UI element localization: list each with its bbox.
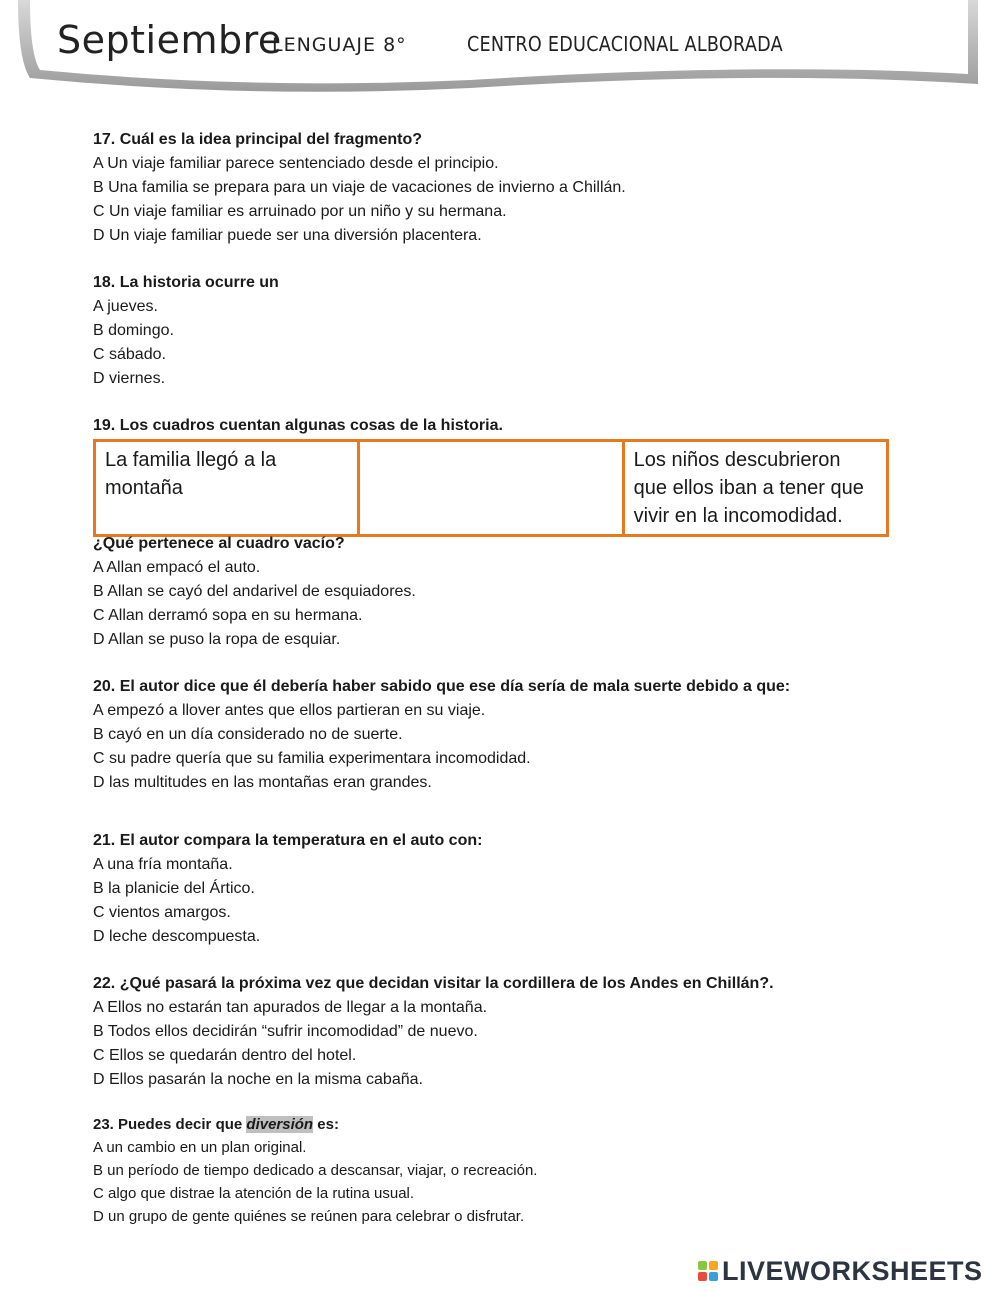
header-subject: LENGUAJE 8° xyxy=(272,34,407,56)
question-title-suffix: es: xyxy=(313,1116,339,1133)
answer-option[interactable]: C algo que distrae la atención de la rutina usual. xyxy=(93,1185,415,1202)
logo-square-l xyxy=(698,1261,707,1270)
logo-square-i xyxy=(709,1261,718,1270)
question-title: 20. El autor dice que él debería haber sabido que ese día sería de mala suerte debido a que: xyxy=(93,678,791,695)
story-box-1: La familia llegó a la montaña xyxy=(95,441,359,536)
question-22 xyxy=(93,972,913,1092)
answer-option[interactable]: C Allan derramó sopa en su hermana. xyxy=(93,607,363,624)
story-box-empty xyxy=(359,441,623,536)
answer-option[interactable]: B Todos ellos decidirán “sufrir incomodidad” de nuevo. xyxy=(93,1023,478,1040)
question-19 xyxy=(93,532,913,652)
answer-option[interactable]: C Ellos se quedarán dentro del hotel. xyxy=(93,1047,357,1064)
answer-option[interactable]: A una fría montaña. xyxy=(93,856,233,873)
liveworksheets-logo-icon xyxy=(698,1261,718,1281)
question-17 xyxy=(93,128,913,248)
question-19-title xyxy=(93,414,913,438)
answer-option[interactable]: D Allan se puso la ropa de esquiar. xyxy=(93,631,341,648)
answer-option[interactable]: C vientos amargos. xyxy=(93,904,231,921)
answer-option[interactable]: D las multitudes en las montañas eran grandes. xyxy=(93,774,432,791)
highlighted-word: diversión xyxy=(246,1116,314,1133)
header-school: CENTRO EDUCACIONAL ALBORADA xyxy=(467,32,783,56)
question-title: 18. La historia ocurre un xyxy=(93,274,279,291)
answer-option[interactable]: B cayó en un día considerado no de suerte. xyxy=(93,726,403,743)
logo-square-v xyxy=(698,1272,707,1281)
answer-option[interactable]: C sábado. xyxy=(93,346,166,363)
answer-option[interactable]: D leche descompuesta. xyxy=(93,928,261,945)
answer-option[interactable]: A Ellos no estarán tan apurados de llegar a la montaña. xyxy=(93,999,488,1016)
question-subtitle: ¿Qué pertenece al cuadro vacío? xyxy=(93,535,345,552)
story-sequence-boxes xyxy=(93,439,889,537)
question-title-prefix: 23. Puedes decir que xyxy=(93,1116,247,1133)
answer-option[interactable]: A empezó a llover antes que ellos partieran en su viaje. xyxy=(93,702,486,719)
answer-option[interactable]: C su padre quería que su familia experimentara incomodidad. xyxy=(93,750,531,767)
logo-square-e xyxy=(709,1272,718,1281)
answer-option[interactable]: D viernes. xyxy=(93,370,166,387)
answer-option[interactable]: B domingo. xyxy=(93,322,174,339)
answer-option[interactable]: A Un viaje familiar parece sentenciado desde el principio. xyxy=(93,155,499,172)
question-18 xyxy=(93,271,913,391)
answer-option[interactable]: D Ellos pasarán la noche en la misma cabaña. xyxy=(93,1071,423,1088)
logo-text: LIVEWORKSHEETS xyxy=(722,1255,983,1286)
question-title: 19. Los cuadros cuentan algunas cosas de la historia. xyxy=(93,417,503,434)
question-title: 17. Cuál es la idea principal del fragmento? xyxy=(93,131,422,148)
header-month: Septiembre xyxy=(57,18,282,62)
answer-option[interactable]: B Allan se cayó del andarivel de esquiadores. xyxy=(93,583,416,600)
question-title: 21. El autor compara la temperatura en el auto con: xyxy=(93,832,483,849)
answer-option[interactable]: C Un viaje familiar es arruinado por un niño y su hermana. xyxy=(93,203,507,220)
story-box-3: Los niños descubrieron que ellos iban a tener que vivir en la incomodidad. xyxy=(623,441,887,536)
answer-option[interactable]: A un cambio en un plan original. xyxy=(93,1139,307,1156)
answer-option[interactable]: B la planicie del Ártico. xyxy=(93,880,255,897)
answer-option[interactable]: B Una familia se prepara para un viaje de vacaciones de invierno a Chillán. xyxy=(93,179,626,196)
answer-option[interactable]: D Un viaje familiar puede ser una diversión placentera. xyxy=(93,227,482,244)
header-banner xyxy=(0,0,1000,100)
answer-option[interactable]: B un período de tiempo dedicado a descansar, viajar, o recreación. xyxy=(93,1162,538,1179)
answer-option[interactable]: A jueves. xyxy=(93,298,158,315)
question-20 xyxy=(93,675,913,795)
question-title xyxy=(93,1113,913,1136)
liveworksheets-logo[interactable] xyxy=(698,1254,983,1288)
question-title: 22. ¿Qué pasará la próxima vez que decidan visitar la cordillera de los Andes en Chillán?. xyxy=(93,975,774,992)
question-23 xyxy=(93,1113,913,1228)
answer-option[interactable]: D un grupo de gente quiénes se reúnen para celebrar o disfrutar. xyxy=(93,1208,525,1225)
question-21 xyxy=(93,829,913,949)
answer-option[interactable]: A Allan empacó el auto. xyxy=(93,559,261,576)
